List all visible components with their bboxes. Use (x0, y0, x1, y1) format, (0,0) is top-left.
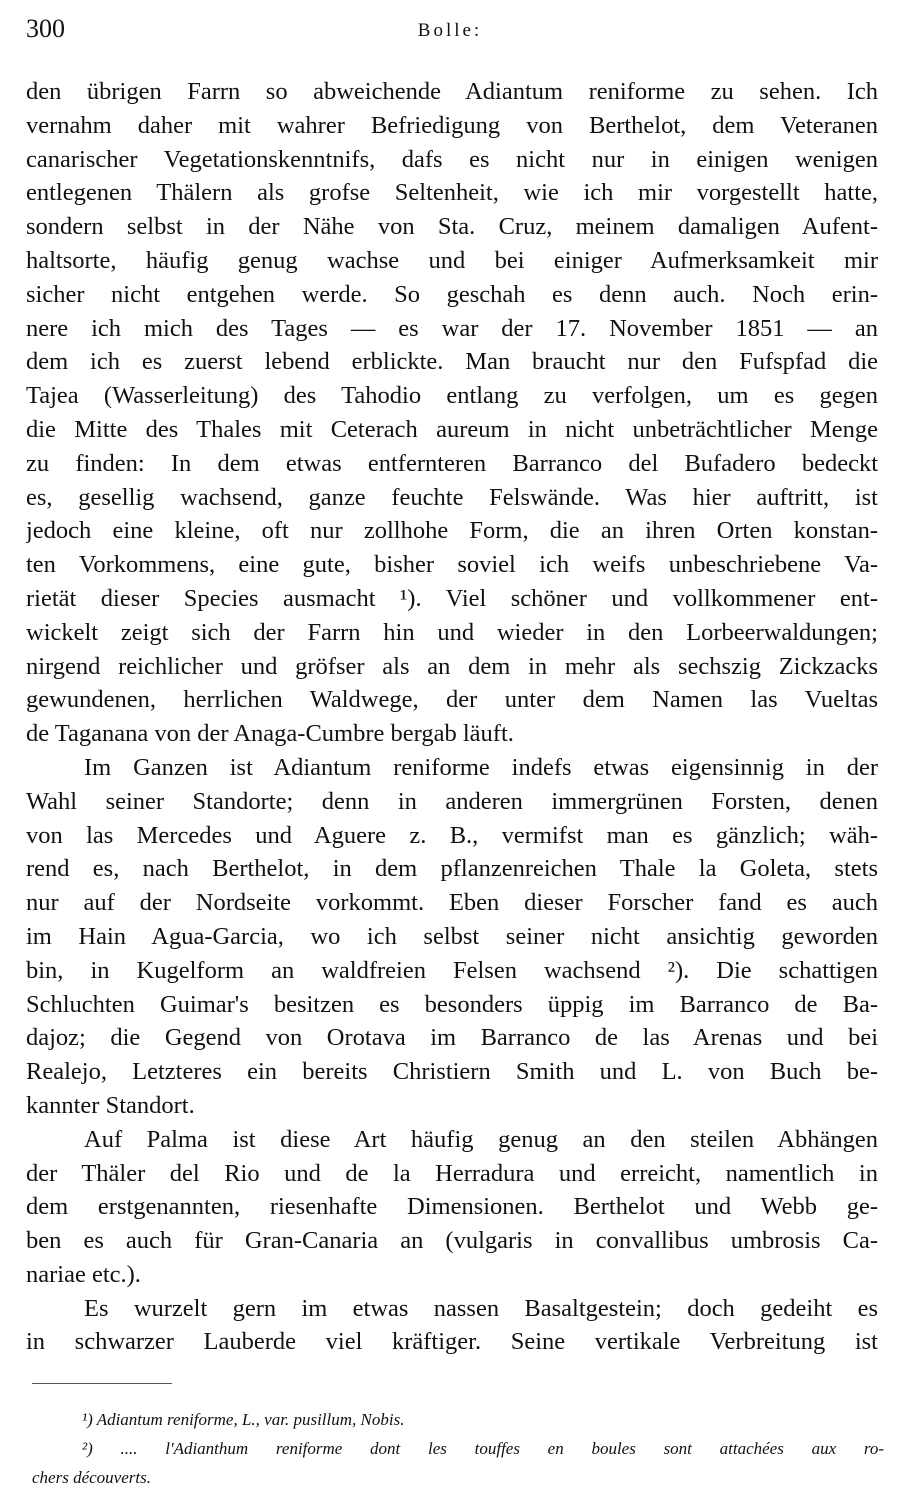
text-line: im Hain Agua-Garcia, wo ich selbst seiner nicht ansichtig geworden (26, 922, 878, 950)
text-line: es, gesellig wachsend, ganze feuchte Felswände. Was hier auftritt, ist (26, 483, 878, 511)
text-line: jedoch eine kleine, oft nur zollhohe Form, die an ihren Orten konstan- (26, 517, 878, 545)
text-line: wickelt zeigt sich der Farrn hin und wieder in den Lorbeerwaldungen; (26, 618, 878, 646)
text-line: de Taganana von der Anaga-Cumbre bergab läuft. (26, 720, 514, 748)
text-line: Auf Palma ist diese Art häufig genug an den steilen Abhängen (84, 1125, 878, 1153)
text-line: Es wurzelt gern im etwas nassen Basaltgestein; doch gedeiht es (84, 1294, 878, 1322)
text-line: kannter Standort. (26, 1091, 195, 1119)
text-line: sicher nicht entgehen werde. So geschah es denn auch. Noch erin- (26, 280, 878, 308)
text-line: nur auf der Nordseite vorkommt. Eben dieser Forscher fand es auch (26, 889, 878, 917)
text-line: nirgend reichlicher und gröfser als an dem in mehr als sechszig Zickzacks (26, 652, 878, 680)
footnote-rule (32, 1383, 172, 1384)
text-line: ten Vorkommens, eine gute, bisher soviel ich weifs unbeschriebene Va- (26, 551, 878, 579)
text-line: haltsorte, häufig genug wachse und bei einiger Aufmerksamkeit mir (26, 246, 878, 274)
text-line: rend es, nach Berthelot, in dem pflanzenreichen Thale la Goleta, stets (26, 855, 878, 883)
page-number: 300 (26, 14, 65, 43)
text-line: zu finden: In dem etwas entfernteren Barranco del Bufadero bedeckt (26, 449, 878, 477)
body-text (26, 75, 878, 1359)
text-line: gewundenen, herrlichen Waldwege, der unter dem Namen las Vueltas (26, 686, 878, 714)
text-line: sondern selbst in der Nähe von Sta. Cruz, meinem damaligen Aufent- (26, 213, 878, 241)
text-line: ben es auch für Gran-Canaria an (vulgaris in convallibus umbrosis Ca- (26, 1227, 878, 1255)
text-line: canarischer Vegetationskenntnifs, dafs es nicht nur in einigen wenigen (26, 145, 878, 173)
text-line: Realejo, Letzteres ein bereits Christiern Smith und L. von Buch be- (26, 1058, 878, 1086)
text-line: von las Mercedes und Aguere z. B., vermifst man es gänzlich; wäh- (26, 821, 878, 849)
text-line: dem ich es zuerst lebend erblickte. Man braucht nur den Fufspfad die (26, 348, 878, 376)
text-line: bin, in Kugelform an waldfreien Felsen wachsend ²). Die schattigen (26, 956, 878, 984)
text-line: Im Ganzen ist Adiantum reniforme indefs etwas eigensinnig in der (84, 753, 878, 781)
footnote: ¹) Adiantum reniforme, L., var. pusillum, Nobis. (82, 1410, 405, 1429)
text-line: Schluchten Guimar's besitzen es besonders üppig im Barranco de Ba- (26, 990, 878, 1018)
page-header (26, 14, 874, 50)
text-line: nariae etc.). (26, 1260, 141, 1288)
running-head: Bolle: (417, 20, 483, 41)
text-line: die Mitte des Thales mit Ceterach aureum in nicht unbeträchtlicher Menge (26, 415, 878, 443)
text-line: dajoz; die Gegend von Orotava im Barranco de las Arenas und bei (26, 1024, 878, 1052)
text-line: der Thäler del Rio und de la Herradura und erreicht, namentlich in (26, 1159, 878, 1187)
text-line: entlegenen Thälern als grofse Seltenheit, wie ich mir vorgestellt hatte, (26, 179, 878, 207)
footnote-continuation: chers découverts. (32, 1468, 151, 1487)
text-line: dem erstgenannten, riesenhafte Dimensionen. Berthelot und Webb ge- (26, 1193, 878, 1221)
text-line: den übrigen Farrn so abweichende Adiantum reniforme zu sehen. Ich (26, 78, 878, 105)
text-line: rietät dieser Species ausmacht ¹). Viel schöner und vollkommener ent- (26, 584, 878, 612)
text-line: Tajea (Wasserleitung) des Tahodio entlang zu verfolgen, um es gegen (26, 382, 878, 410)
text-line: in schwarzer Lauberde viel kräftiger. Seine vertikale Verbreitung ist (26, 1328, 878, 1356)
text-line: vernahm daher mit wahrer Befriedigung von Berthelot, dem Veteranen (26, 111, 878, 139)
footnote: ²) .... l'Adianthum reniforme dont les touffes en boules sont attachées aux ro- (82, 1439, 884, 1458)
footnotes (32, 1405, 884, 1492)
text-line: Wahl seiner Standorte; denn in anderen immergrünen Forsten, denen (26, 787, 878, 815)
text-line: nere ich mich des Tages — es war der 17. November 1851 — an (26, 314, 878, 342)
